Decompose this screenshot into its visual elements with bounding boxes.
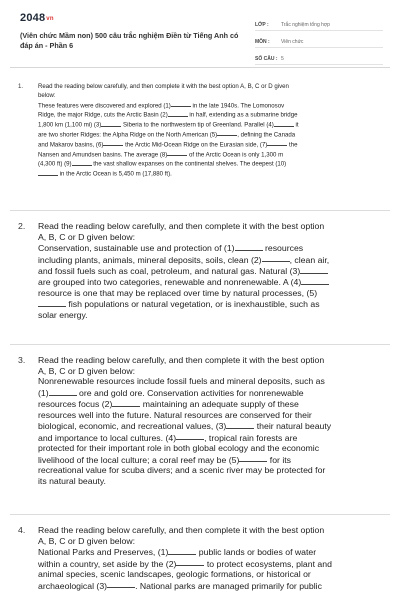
text-line	[38, 265, 378, 276]
answer-blank	[168, 546, 196, 555]
text-segment: biological, economic, and recreational values, (3)	[38, 421, 227, 432]
meta-row-count	[255, 48, 383, 65]
document-meta	[255, 14, 383, 65]
text-line	[38, 366, 378, 377]
question-separator	[10, 210, 390, 211]
text-segment: , tropical rain forests are	[204, 432, 298, 443]
question-number: 1.	[18, 83, 24, 90]
text-segment: to protect ecosystems, plant and	[204, 558, 332, 569]
answer-blank	[239, 454, 267, 463]
text-line	[38, 159, 378, 169]
text-line	[38, 410, 378, 421]
text-line	[38, 101, 378, 111]
text-segment: , defining the Canada	[237, 131, 296, 139]
text-segment: Nansen and Amundsen basins. The average (8)	[38, 150, 168, 158]
answer-blank	[235, 242, 263, 251]
text-line	[38, 476, 378, 487]
meta-value: Trắc nghiệm tổng hợp	[281, 22, 330, 28]
text-segment: the	[287, 141, 298, 149]
text-segment: A, B, C or D given below:	[38, 365, 136, 376]
question-number: 2.	[18, 221, 26, 231]
text-line	[38, 558, 378, 569]
text-segment: 1,800 km (1,100 mi) (3)	[38, 121, 102, 129]
text-line	[38, 569, 378, 580]
text-segment: resources well into the future. Natural resources are conserved for their	[38, 409, 312, 420]
question-text	[38, 221, 378, 320]
question-separator	[10, 344, 390, 345]
text-segment: Nonrenewable resources include fossil fuels and mineral deposits, such as	[38, 376, 325, 387]
text-segment: the Arctic Mid-Ocean Ridge on the Eurasian side, (7)	[123, 141, 268, 149]
text-line	[38, 140, 378, 150]
meta-row-subject	[255, 31, 383, 48]
text-line	[38, 525, 378, 536]
text-segment: in the Arctic Ocean is 5,450 m (17,880 ft).	[58, 170, 172, 178]
text-segment: Siberia to the northwestern tip of Greenland. Parallel (4)	[121, 121, 274, 129]
text-line	[38, 546, 378, 557]
meta-row-class	[255, 14, 383, 31]
answer-blank	[103, 140, 123, 146]
text-line	[38, 120, 378, 130]
answer-blank	[262, 254, 290, 263]
answer-blank	[301, 276, 329, 285]
text-line	[38, 232, 378, 243]
text-segment: public lands or bodies of water	[196, 547, 317, 558]
answer-blank	[168, 110, 188, 116]
text-segment: in half, extending as a submarine bridge	[187, 111, 298, 119]
text-line	[38, 536, 378, 547]
answer-blank	[72, 159, 92, 165]
text-segment: of the Arctic Ocean is only 1,300 m	[187, 150, 284, 158]
text-segment: Read the reading below carefully, and then complete it with the best option	[38, 525, 325, 535]
text-line	[38, 254, 378, 265]
text-segment: and fossil fuels such as coal, petroleum, and natural gas. Natural (3)	[38, 265, 301, 276]
brand-suffix: vn	[46, 16, 54, 22]
text-line	[38, 110, 378, 120]
meta-key: MÔN :	[255, 39, 270, 45]
text-line	[38, 420, 378, 431]
text-segment: Read the reading below carefully, and then complete it with the best option	[38, 355, 325, 365]
answer-blank	[112, 398, 140, 407]
question-3	[18, 355, 378, 486]
text-segment: Read the reading below carefully, and then complete it with the best option	[38, 221, 325, 231]
text-line	[38, 376, 378, 387]
meta-key: LỚP :	[255, 22, 269, 28]
text-segment: solar energy.	[38, 309, 88, 320]
text-segment: it	[293, 121, 299, 129]
question-text	[38, 82, 378, 179]
answer-blank	[267, 140, 287, 146]
answer-blank	[101, 120, 121, 126]
text-segment: their natural beauty	[254, 421, 332, 432]
text-line	[38, 398, 378, 409]
text-line	[38, 310, 378, 321]
site-logo[interactable]	[20, 12, 54, 24]
text-line	[38, 387, 378, 398]
text-segment: and importance to local cultures. (4)	[38, 432, 177, 443]
text-segment: below:	[38, 92, 56, 100]
text-segment: are grouped into two categories, renewable and nonrenewable. A (4)	[38, 277, 302, 288]
answer-blank	[300, 265, 328, 274]
document-header	[0, 0, 400, 62]
text-segment: resources focus (2)	[38, 399, 113, 410]
brand-name: 2048	[20, 12, 46, 24]
question-text	[38, 525, 378, 591]
text-segment: Conservation, sustainable use and protection of (1)	[38, 243, 235, 254]
answer-blank	[49, 387, 77, 396]
text-segment: its natural beauty.	[38, 475, 106, 486]
question-2	[18, 221, 378, 320]
text-line	[38, 221, 378, 232]
text-segment: maintaining an adequate supply of these	[140, 399, 299, 410]
text-segment: , clean air,	[289, 254, 330, 265]
answer-blank	[217, 130, 237, 136]
text-segment: for its	[267, 454, 292, 465]
answer-blank	[107, 580, 135, 589]
text-segment: within a country, set aside by the (2)	[38, 558, 177, 569]
text-segment: and Makarov basins, (6)	[38, 141, 104, 149]
answer-blank	[226, 420, 254, 429]
text-segment: archaeological (3)	[38, 580, 108, 591]
text-line	[38, 432, 378, 443]
text-segment: the vast shallow expanses on the continental shelves. The deepest (10)	[91, 160, 287, 168]
text-segment: Ridge, the major Ridge, cuts the Arctic Basin (2)	[38, 111, 168, 119]
text-line	[38, 169, 378, 179]
text-line	[38, 580, 378, 591]
meta-value: 5	[281, 56, 284, 62]
question-4	[18, 525, 378, 591]
answer-blank	[38, 169, 58, 175]
header-divider	[10, 67, 390, 68]
text-line	[38, 82, 378, 91]
text-line	[38, 355, 378, 366]
text-line	[38, 130, 378, 140]
text-line	[38, 91, 378, 100]
text-segment: protected for their important role in both global ecology and the economic	[38, 443, 320, 454]
text-segment: Read the reading below carefully, and then complete it with the best option A, B, C or D given	[38, 83, 289, 90]
text-segment: recreational value for scuba divers; and a scenic river may be protected for	[38, 465, 326, 476]
text-line	[38, 298, 378, 309]
text-segment: (1)	[38, 387, 49, 398]
text-line	[38, 443, 378, 454]
text-segment: National Parks and Preserves, (1)	[38, 547, 169, 558]
text-segment: . National parks are managed primarily for public	[135, 580, 322, 591]
text-line	[38, 276, 378, 287]
text-segment: ore and gold ore. Conservation activities for nonrenewable	[76, 387, 304, 398]
question-number: 4.	[18, 525, 26, 535]
meta-key: SỐ CÂU :	[255, 56, 278, 62]
text-segment: A, B, C or D given below:	[38, 231, 136, 242]
answer-blank	[274, 120, 294, 126]
text-segment: are two shorter Ridges: the Alpha Ridge on the North American (5)	[38, 131, 218, 139]
text-segment: animal species, scenic landscapes, geologic formations, or historical or	[38, 569, 311, 580]
answer-blank	[176, 432, 204, 441]
answer-blank	[171, 101, 191, 107]
text-line	[38, 288, 378, 299]
text-line	[38, 242, 378, 253]
meta-value: Viên chức	[281, 39, 304, 45]
document-title: (Viên chức Mầm non) 500 câu trắc nghiệm Điền từ Tiếng Anh có đáp án - Phần 6	[20, 31, 239, 50]
text-segment: resources	[262, 243, 304, 254]
text-line	[38, 465, 378, 476]
text-segment: in the late 1940s. The Lomonosov	[190, 102, 285, 110]
question-number: 3.	[18, 355, 26, 365]
answer-blank	[38, 298, 66, 307]
question-separator	[10, 514, 390, 515]
question-text	[38, 355, 378, 486]
text-segment: resource is one that may be replaced over time by natural processes, (5)	[38, 287, 318, 298]
text-segment: These features were discovered and explored (1)	[38, 102, 171, 110]
text-line	[38, 150, 378, 160]
text-line	[38, 454, 378, 465]
text-segment: (4,300 ft) (9)	[38, 160, 72, 168]
text-segment: livelihood of the local culture; a coral reef may be (5)	[38, 454, 240, 465]
question-1	[18, 82, 378, 179]
answer-blank	[167, 150, 187, 156]
text-segment: A, B, C or D given below:	[38, 535, 136, 546]
answer-blank	[176, 558, 204, 567]
text-segment: including plants, animals, mineral deposits, soils, clean (2)	[38, 254, 262, 265]
text-segment: fish populations or natural vegetation, or is inexhaustible, such as	[66, 299, 320, 310]
